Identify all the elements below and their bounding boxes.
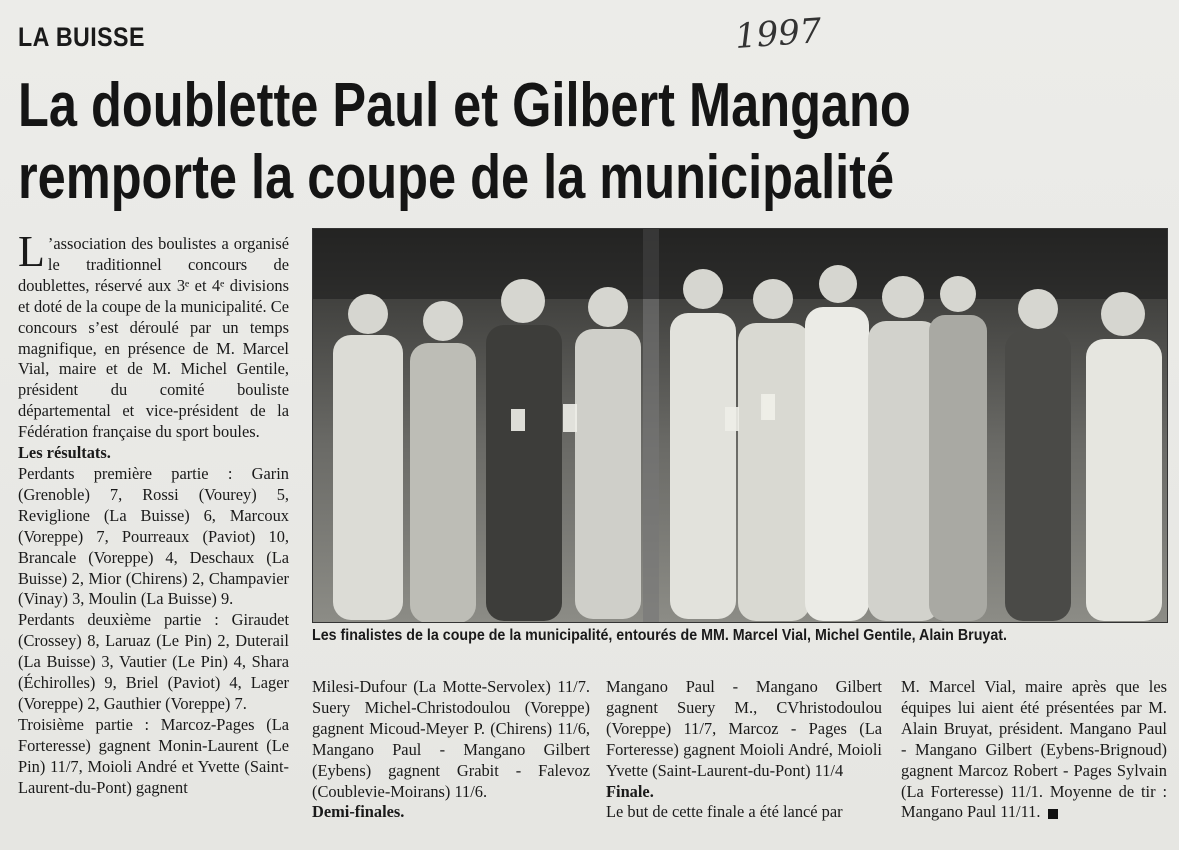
- results-second-round: Perdants deuxième partie : Giraudet (Crossey) 8, Laruaz (Le Pin) 2, Duterail (La Buisse) 3, Vautier (Le Pin) 4, Shara (Échirolles) 9, Briel (Paviot) 4, Lager (Voreppe) 2, Gauthier (Voreppe) 7.: [18, 610, 289, 713]
- column-2: [312, 677, 590, 823]
- column-4: [901, 677, 1167, 823]
- column-1: [18, 227, 289, 798]
- intro-paragraph: [18, 227, 289, 443]
- column-2-text: Milesi-Dufour (La Motte-Servolex) 11/7. Suery Michel-Christodoulou (Voreppe) gagnent Micoud-Meyer P. (Chirens) 11/6, Mangano Paul - Mangano Gilbert (Eybens) gagnent Grabit - Falevoz (Coublevie-Moirans) 11/6.: [312, 677, 590, 801]
- final-heading: Finale.: [606, 781, 654, 801]
- headline-line-2: remporte la coupe de la municipalité: [18, 143, 895, 212]
- handwritten-year: 1997: [733, 11, 823, 57]
- bleed-through-text-right: [1040, 4, 1179, 214]
- column-3: [606, 677, 882, 823]
- drop-cap: L: [18, 227, 45, 276]
- finalists-photo: [312, 228, 1168, 623]
- column-4-text: [901, 677, 1167, 823]
- column-3-text: Mangano Paul - Mangano Gilbert gagnent Suery M., CVhristodoulou (Voreppe) 11/7, Marcoz - Pages (La Forteresse) gagnent Moioli André, Moioli Yvette (Saint-Laurent-du-Pont) 11/4: [606, 677, 882, 780]
- group-photo-illustration: [313, 229, 1167, 622]
- results-third-round: Troisième partie : Marcoz-Pages (La Forteresse) gagnent Monin-Laurent (Le Pin) 11/7, Moioli André et Yvette (Saint-Laurent-du-Pont) gagnent: [18, 714, 289, 797]
- end-mark: [1048, 809, 1058, 819]
- results-first-round: Perdants première partie : Garin (Grenoble) 7, Rossi (Vourey) 5, Reviglione (La Buisse) 6, Marcoux (Voreppe) 7, Pourreaux (Paviot) 10, Brancale (Voreppe) 4, Deschaux (La Buisse) 2, Mior (Chirens) 2, Champavier (Vinay) 3, Moulin (La Buisse) 9.: [18, 463, 289, 609]
- results-heading: Les résultats.: [18, 443, 111, 463]
- semifinals-heading: Demi-finales.: [312, 802, 405, 822]
- section-kicker: LA BUISSE: [18, 22, 145, 52]
- headline-line-1: La doublette Paul et Gilbert Mangano: [18, 71, 911, 140]
- intro-text: ’association des boulistes a organisé le traditionnel concours de doublettes, réservé aux 3ᵉ et 4ᵉ divisions et doté de la coupe de la municipalité. Ce concours s’est déroulé par un temps magnifique, en présence de M. Marcel Vial, maire et de M. Michel Gentile, président du comité bouliste départemental et vice-président de la Fédération française du sport boules.: [18, 234, 289, 442]
- bleed-through-text-top: [470, 4, 730, 66]
- photo-caption: Les finalistes de la coupe de la municipalité, entourés de MM. Marcel Vial, Michel Gentile, Alain Bruyat.: [312, 627, 1007, 644]
- column-4-body: M. Marcel Vial, maire après que les équipes lui aient été présentées par M. Alain Bruyat, président. Mangano Paul - Mangano Gilbert (Eybens-Brignoud) gagnent Marcoz Robert - Pages Sylvain (La Forteresse) 11/1. Moyenne de tir : Mangano Paul 11/11.: [901, 677, 1167, 822]
- final-text: Le but de cette finale a été lancé par: [606, 802, 843, 822]
- headline: [18, 70, 915, 214]
